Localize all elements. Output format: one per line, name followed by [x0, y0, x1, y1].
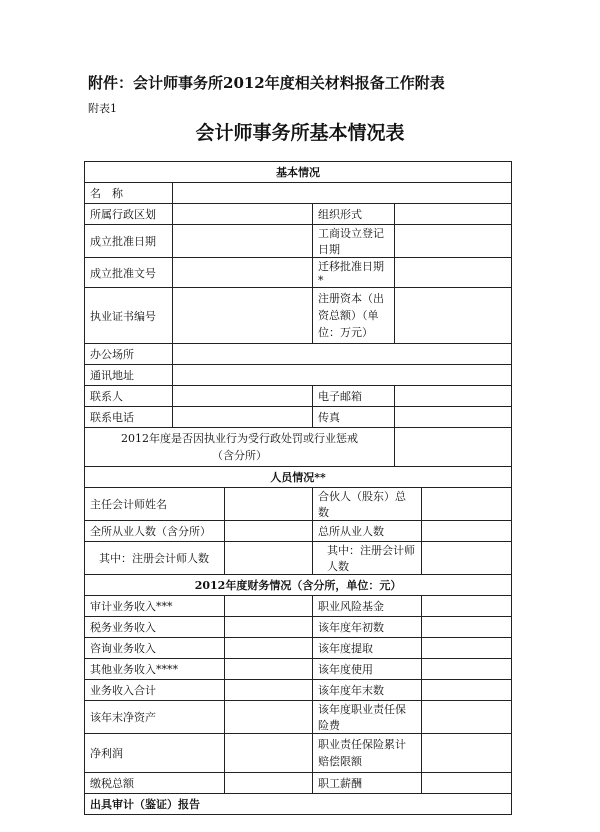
- org-form-field[interactable]: [395, 204, 512, 225]
- finance-label: 业务收入合计: [85, 680, 225, 701]
- license-no-label: 执业证书编号: [85, 288, 173, 344]
- email-label: 电子邮箱: [313, 386, 395, 407]
- partners-field[interactable]: [422, 488, 512, 521]
- address-label: 通讯地址: [85, 365, 173, 386]
- org-form-label: 组织形式: [313, 204, 395, 225]
- employees-field[interactable]: [225, 521, 313, 542]
- penalty-label: [85, 428, 395, 467]
- office-label: 办公场所: [85, 344, 173, 365]
- penalty-field[interactable]: [395, 428, 512, 467]
- name-label: 名 称: [85, 183, 173, 204]
- finance-field[interactable]: [422, 773, 512, 794]
- finance-field[interactable]: [422, 638, 512, 659]
- license-no-field[interactable]: [173, 288, 313, 344]
- name-field[interactable]: [173, 183, 512, 204]
- sub-cpa-label-1: 其中：注册会计师人数: [85, 542, 225, 575]
- capital-field[interactable]: [395, 288, 512, 344]
- finance-field[interactable]: [422, 617, 512, 638]
- total-label: 总所从业人数: [313, 521, 422, 542]
- finance-field[interactable]: [225, 680, 313, 701]
- sub-cpa-label-2: 其中：注册会计师人数: [313, 542, 422, 575]
- finance-label: 该年度职业责任保险费: [313, 701, 422, 734]
- phone-field[interactable]: [173, 407, 313, 428]
- contact-label: 联系人: [85, 386, 173, 407]
- finance-field[interactable]: [422, 596, 512, 617]
- form-title: 会计师事务所基本情况表: [195, 122, 405, 144]
- finance-field[interactable]: [422, 680, 512, 701]
- penalty-label-line1: 2012年度是否因执业行为受行政处罚或行业惩戒: [121, 432, 358, 445]
- move-date-label: 迁移批准日期*: [313, 258, 395, 288]
- approval-doc-field[interactable]: [173, 258, 313, 288]
- finance-field[interactable]: [422, 734, 512, 773]
- approval-date-label: 成立批准日期: [85, 225, 173, 258]
- finance-field[interactable]: [225, 773, 313, 794]
- employees-label: 全所从业人数（含分所）: [85, 521, 225, 542]
- attachment-number: 附表1: [88, 102, 117, 115]
- finance-label: 职业责任保险累计赔偿限额: [313, 734, 422, 773]
- approval-date-field[interactable]: [173, 225, 313, 258]
- attachment-title: 附件：会计师事务所2012年度相关材料报备工作附表: [88, 74, 445, 92]
- finance-label: 职业风险基金: [313, 596, 422, 617]
- chief-accountant-field[interactable]: [225, 488, 313, 521]
- finance-field[interactable]: [225, 734, 313, 773]
- finance-field[interactable]: [225, 596, 313, 617]
- finance-field[interactable]: [422, 701, 512, 734]
- reg-date-label: 工商设立登记日期: [313, 225, 395, 258]
- finance-section-header: 2012年度财务情况（含分所，单位：元）: [85, 575, 512, 596]
- fax-label: 传真: [313, 407, 395, 428]
- finance-field[interactable]: [225, 638, 313, 659]
- sub-cpa-field-2[interactable]: [422, 542, 512, 575]
- basic-section-header: 基本情况: [85, 162, 512, 183]
- finance-label: 其他业务收入****: [85, 659, 225, 680]
- finance-label: 审计业务收入***: [85, 596, 225, 617]
- finance-label: 该年度提取: [313, 638, 422, 659]
- fax-field[interactable]: [395, 407, 512, 428]
- finance-field[interactable]: [422, 659, 512, 680]
- email-field[interactable]: [395, 386, 512, 407]
- basic-info-form: [84, 161, 512, 815]
- chief-accountant-label: 主任会计师姓名: [85, 488, 225, 521]
- finance-field[interactable]: [225, 701, 313, 734]
- finance-field[interactable]: [225, 617, 313, 638]
- finance-field[interactable]: [225, 659, 313, 680]
- finance-label: 该年度使用: [313, 659, 422, 680]
- finance-label: 税务业务收入: [85, 617, 225, 638]
- staff-section-header: 人员情况**: [85, 467, 512, 488]
- office-field[interactable]: [173, 344, 512, 365]
- finance-label: 该年度年初数: [313, 617, 422, 638]
- finance-label: 缴税总额: [85, 773, 225, 794]
- penalty-label-line2: （含分所）: [212, 449, 267, 462]
- reg-date-field[interactable]: [395, 225, 512, 258]
- total-field[interactable]: [422, 521, 512, 542]
- partners-label: 合伙人（股东）总数: [313, 488, 422, 521]
- finance-label: 该年末净资产: [85, 701, 225, 734]
- phone-label: 联系电话: [85, 407, 173, 428]
- contact-field[interactable]: [173, 386, 313, 407]
- move-date-field[interactable]: [395, 258, 512, 288]
- capital-label: 注册资本（出资总额）（单位：万元）: [313, 288, 395, 344]
- finance-label: 职工薪酬: [313, 773, 422, 794]
- address-field[interactable]: [173, 365, 512, 386]
- sub-cpa-field-1[interactable]: [225, 542, 313, 575]
- finance-label: 咨询业务收入: [85, 638, 225, 659]
- report-section-header: 出具审计（鉴证）报告: [85, 794, 512, 815]
- finance-label: 该年度年末数: [313, 680, 422, 701]
- region-label: 所属行政区划: [85, 204, 173, 225]
- approval-doc-label: 成立批准文号: [85, 258, 173, 288]
- region-field[interactable]: [173, 204, 313, 225]
- finance-label: 净利润: [85, 734, 225, 773]
